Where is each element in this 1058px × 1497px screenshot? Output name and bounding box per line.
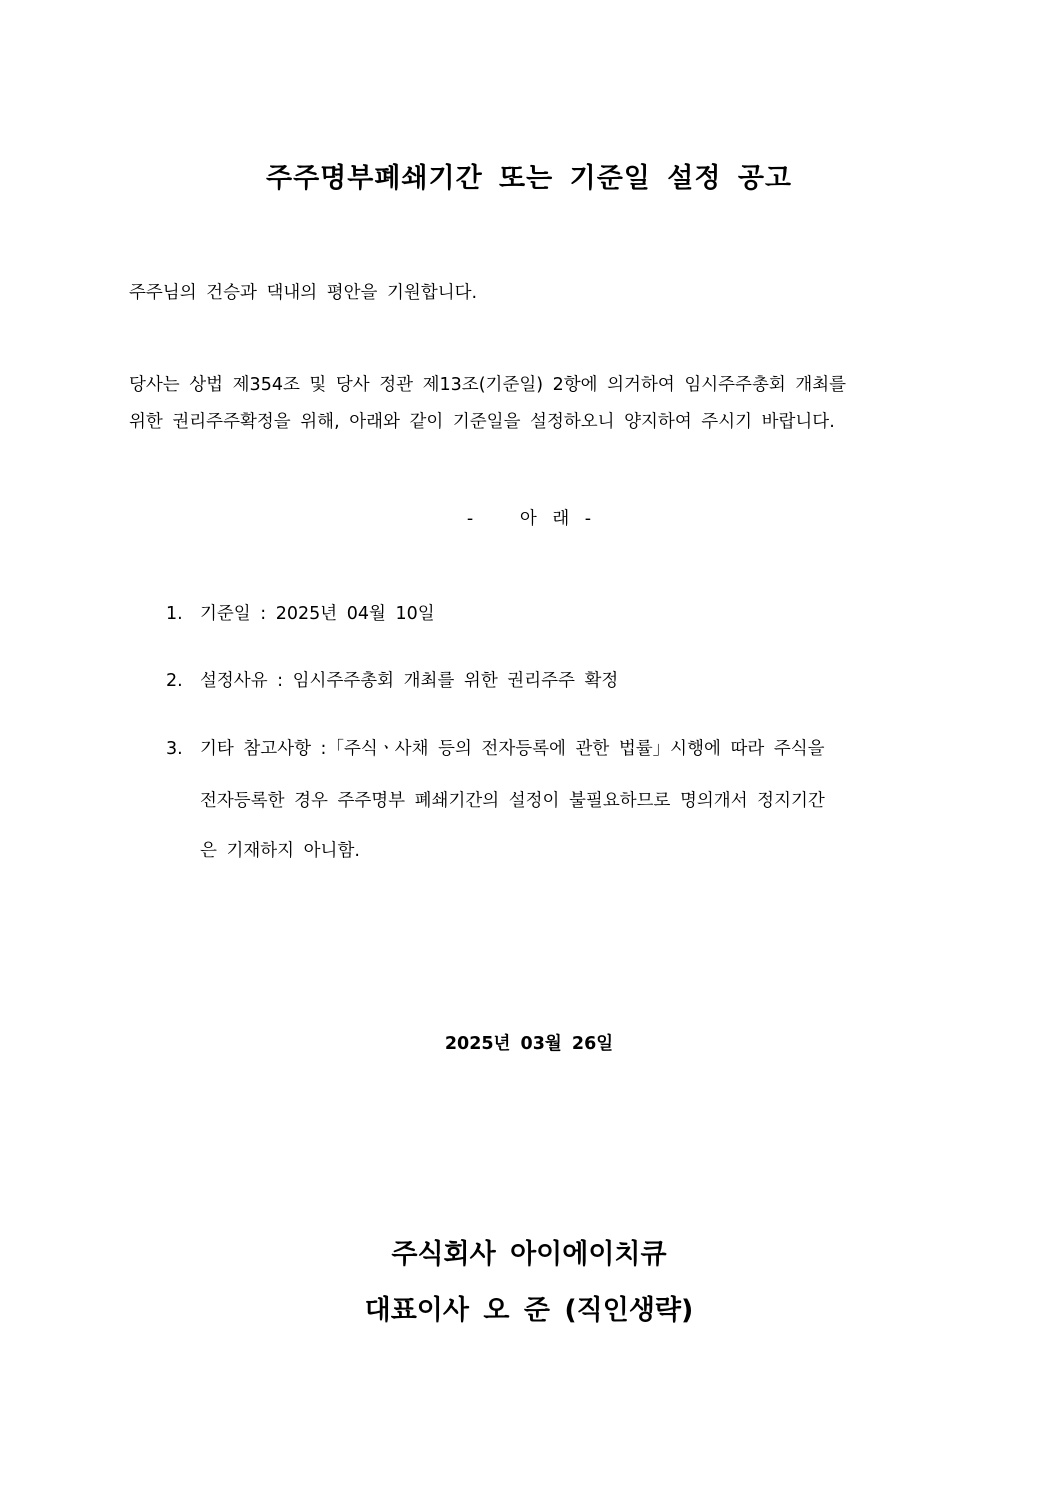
list-item-number: 2. xyxy=(166,671,183,691)
document-title: 주주명부폐쇄기간 또는 기준일 설정 공고 xyxy=(266,163,792,194)
body-text-line-2: 위한 권리주주확정을 위해, 아래와 같이 기준일을 설정하오니 양지하여 주시기 바랍니다. xyxy=(129,412,835,432)
greeting-text: 주주님의 건승과 댁내의 평안을 기원합니다. xyxy=(129,283,478,303)
list-item-record-date xyxy=(166,600,435,625)
list-item-text: 기준일 : 2025년 04월 10일 xyxy=(200,604,435,624)
ceo-signature: 대표이사 오 준 (직인생략) xyxy=(364,1295,694,1326)
body-text-line-1: 당사는 상법 제354조 및 당사 정관 제13조(기준일) 2항에 의거하여 임시주주총회 개최를 xyxy=(129,375,847,395)
notice-header: - 아 래 - xyxy=(466,509,592,529)
list-item-text-line-2: 전자등록한 경우 주주명부 폐쇄기간의 설정이 불필요하므로 명의개서 정지기간 xyxy=(200,791,825,811)
list-item-number: 1. xyxy=(166,604,183,624)
list-item-reason xyxy=(166,667,618,692)
list-item-number: 3. xyxy=(166,739,183,759)
announcement-date: 2025년 03월 26일 xyxy=(444,1034,614,1054)
list-item-text-line-1: 기타 참고사항 :「주식ㆍ사채 등의 전자등록에 관한 법률」시행에 따라 주식을 xyxy=(200,739,825,759)
list-item-text: 설정사유 : 임시주주총회 개최를 위한 권리주주 확정 xyxy=(200,671,619,691)
list-item-text-line-3: 은 기재하지 아니함. xyxy=(200,841,360,861)
list-item-other-notes xyxy=(166,735,825,760)
company-name: 주식회사 아이에이치큐 xyxy=(391,1239,667,1270)
